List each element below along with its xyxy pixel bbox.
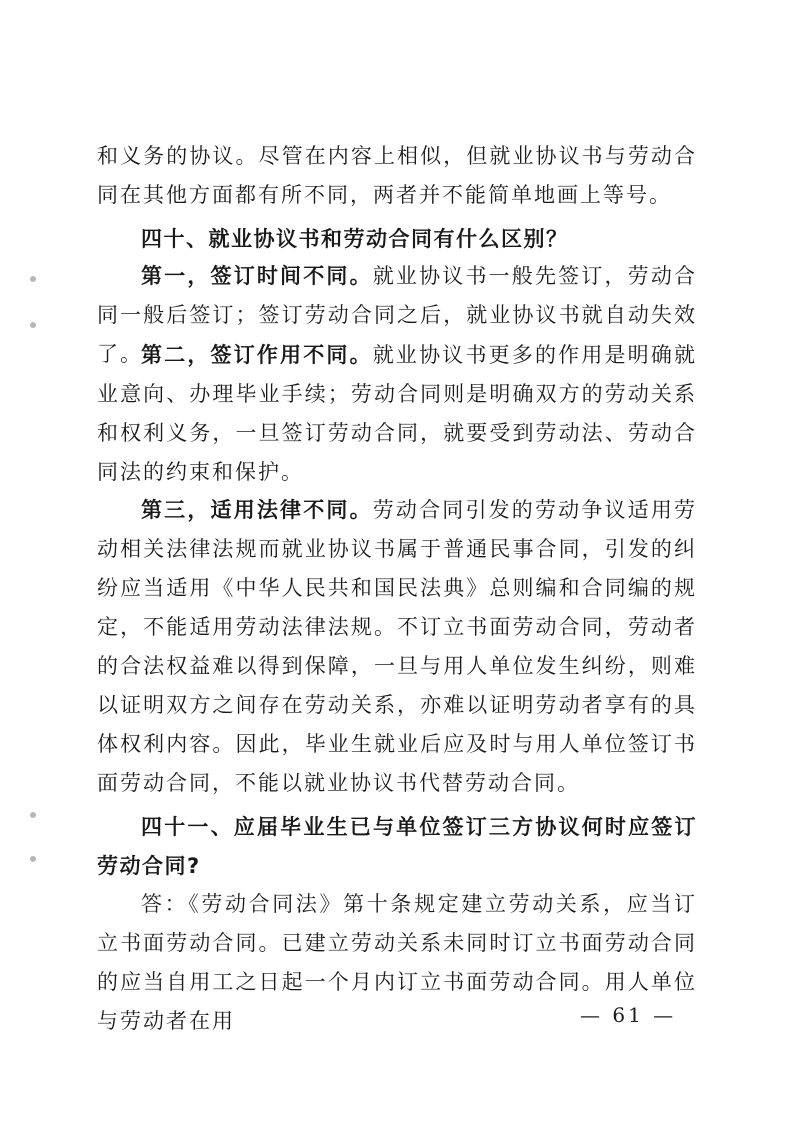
paragraph-body: 就业协议书更多的作用是明确就业意向、办理毕业手续；劳动合同则是明确双方的劳动关系和权利义务，一旦签订劳动合同，就要受到劳动法、劳动合同法的约束和保护。 [97,343,698,484]
paragraph-lead: 第三，适用法律不同。 [141,498,373,522]
paragraph-applicable-law [97,491,697,803]
page-number: — 61 — [580,1003,677,1027]
paragraph-continuation: 和义务的协议。尽管在内容上相似，但就业协议书与劳动合同在其他方面都有所不同，两者并不能简单地画上等号。 [97,144,697,207]
section-heading-40: 四十、就业协议书和劳动合同有什么区别？ [141,227,569,251]
paragraph-body: 就业协议书一般先签订，劳动合同一般后签订；签订劳动合同之后，就业协议书就自动失效了。 [97,264,698,366]
paragraph-lead: 第二，签订作用不同。 [141,343,373,367]
scan-mark [30,322,36,328]
scan-mark [30,812,36,818]
paragraph-lead: 第一，签订时间不同。 [141,264,373,288]
section-heading-41: 四十一、应届毕业生已与单位签订三方协议何时应签订劳动合同? [97,815,697,878]
scan-mark [30,856,36,862]
paragraph-body: 劳动合同引发的劳动争议适用劳动相关法律法规而就业协议书属于普通民事合同，引发的纠纷应当适用《中华人民共和国民法典》总则编和合同编的规定，不能适用劳动法律法规。不订立书面劳动合同，劳动者的合法权益难以得到保障，一旦与用人单位发生纠纷，则难以证明双方之间存在劳动关系，亦难以证明劳动者享有的具体权利内容。因此，毕业生就业后应及时与用人单位签订书面劳动合同，不能以就业协议书代替劳动合同。 [97,498,698,795]
paragraph-signing-purpose [97,336,697,492]
scan-mark [30,276,36,282]
paragraph-answer: 答：《劳动合同法》第十条规定建立劳动关系，应当订立书面劳动合同。已建立劳动关系未同时订立书面劳动合同的应当自用工之日起一个月内订立书面劳动合同。用人单位与劳动者在用 [97,892,697,1033]
